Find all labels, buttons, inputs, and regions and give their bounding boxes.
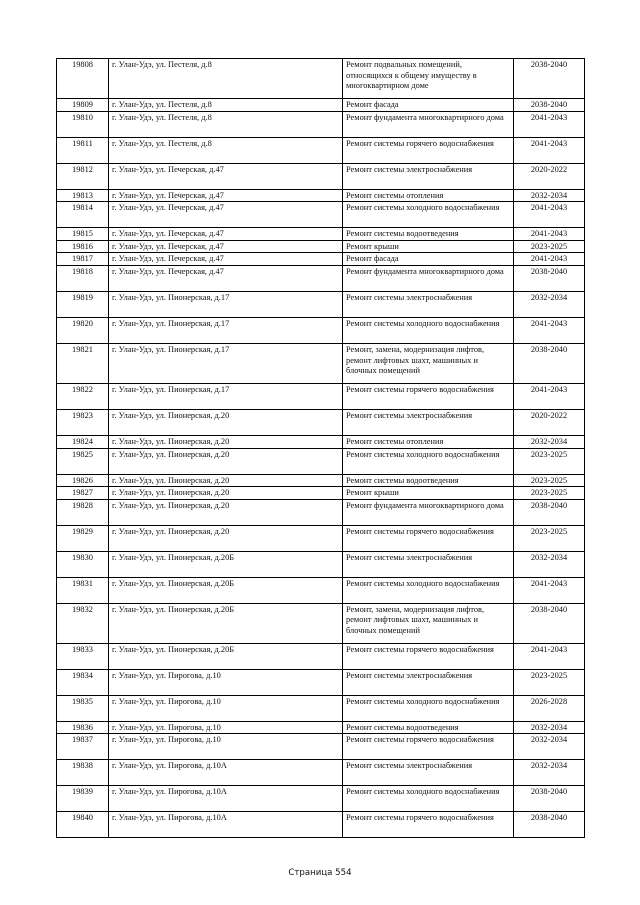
address-cell: г. Улан-Удэ, ул. Пирогова, д.10А — [109, 760, 343, 786]
record-number-cell: 19809 — [57, 99, 109, 112]
address-cell: г. Улан-Удэ, ул. Пирогова, д.10 — [109, 695, 343, 721]
record-number-cell: 19819 — [57, 291, 109, 317]
work-type-cell: Ремонт системы горячего водоснабжения — [343, 525, 514, 551]
address-cell: г. Улан-Удэ, ул. Пионерская, д.17 — [109, 383, 343, 409]
period-cell: 2041-2043 — [514, 202, 585, 228]
address-cell: г. Улан-Удэ, ул. Печерская, д.47 — [109, 253, 343, 266]
address-cell: г. Улан-Удэ, ул. Пестеля, д.8 — [109, 59, 343, 99]
address-cell: г. Улан-Удэ, ул. Пионерская, д.20Б — [109, 577, 343, 603]
table-row — [57, 525, 585, 551]
period-cell: 2023-2025 — [514, 474, 585, 487]
record-number-cell: 19808 — [57, 59, 109, 99]
work-type-cell: Ремонт крыши — [343, 487, 514, 500]
address-cell: г. Улан-Удэ, ул. Пионерская, д.17 — [109, 291, 343, 317]
work-type-cell: Ремонт системы водоотведения — [343, 474, 514, 487]
table-row — [57, 343, 585, 383]
record-number-cell: 19827 — [57, 487, 109, 500]
work-type-cell: Ремонт фундамента многоквартирного дома — [343, 499, 514, 525]
address-cell: г. Улан-Удэ, ул. Пионерская, д.20Б — [109, 643, 343, 669]
table-row — [57, 265, 585, 291]
table-row — [57, 734, 585, 760]
table-row — [57, 137, 585, 163]
work-type-cell: Ремонт системы электроснабжения — [343, 551, 514, 577]
period-cell: 2041-2043 — [514, 383, 585, 409]
work-type-cell: Ремонт системы отопления — [343, 189, 514, 202]
record-number-cell: 19814 — [57, 202, 109, 228]
period-cell: 2038-2040 — [514, 786, 585, 812]
address-cell: г. Улан-Удэ, ул. Пирогова, д.10 — [109, 721, 343, 734]
table-row — [57, 760, 585, 786]
address-cell: г. Улан-Удэ, ул. Печерская, д.47 — [109, 228, 343, 241]
address-cell: г. Улан-Удэ, ул. Пионерская, д.20 — [109, 474, 343, 487]
address-cell: г. Улан-Удэ, ул. Пионерская, д.20 — [109, 487, 343, 500]
period-cell: 2032-2034 — [514, 189, 585, 202]
period-cell: 2038-2040 — [514, 265, 585, 291]
period-cell: 2038-2040 — [514, 603, 585, 643]
work-type-cell: Ремонт системы холодного водоснабжения — [343, 577, 514, 603]
record-number-cell: 19829 — [57, 525, 109, 551]
record-number-cell: 19812 — [57, 163, 109, 189]
period-cell: 2023-2025 — [514, 240, 585, 253]
record-number-cell: 19834 — [57, 669, 109, 695]
record-number-cell: 19831 — [57, 577, 109, 603]
record-number-cell: 19818 — [57, 265, 109, 291]
record-number-cell: 19821 — [57, 343, 109, 383]
record-number-cell: 19823 — [57, 409, 109, 435]
table-row — [57, 163, 585, 189]
record-number-cell: 19826 — [57, 474, 109, 487]
record-number-cell: 19824 — [57, 435, 109, 448]
table-row — [57, 99, 585, 112]
work-type-cell: Ремонт, замена, модернизация лифтов, ремонт лифтовых шахт, машинных и блочных помещений — [343, 603, 514, 643]
record-number-cell: 19830 — [57, 551, 109, 577]
record-number-cell: 19832 — [57, 603, 109, 643]
record-number-cell: 19837 — [57, 734, 109, 760]
period-cell: 2020-2022 — [514, 163, 585, 189]
period-cell: 2041-2043 — [514, 317, 585, 343]
work-type-cell: Ремонт системы холодного водоснабжения — [343, 202, 514, 228]
table-row — [57, 435, 585, 448]
table-row — [57, 669, 585, 695]
work-type-cell: Ремонт, замена, модернизация лифтов, ремонт лифтовых шахт, машинных и блочных помещений — [343, 343, 514, 383]
period-cell: 2032-2034 — [514, 760, 585, 786]
work-type-cell: Ремонт системы электроснабжения — [343, 409, 514, 435]
address-cell: г. Улан-Удэ, ул. Пионерская, д.17 — [109, 343, 343, 383]
period-cell: 2038-2040 — [514, 59, 585, 99]
table-row — [57, 409, 585, 435]
work-type-cell: Ремонт системы горячего водоснабжения — [343, 643, 514, 669]
period-cell: 2023-2025 — [514, 448, 585, 474]
address-cell: г. Улан-Удэ, ул. Пионерская, д.17 — [109, 317, 343, 343]
address-cell: г. Улан-Удэ, ул. Пирогова, д.10 — [109, 669, 343, 695]
record-number-cell: 19813 — [57, 189, 109, 202]
work-type-cell: Ремонт системы горячего водоснабжения — [343, 734, 514, 760]
period-cell: 2032-2034 — [514, 291, 585, 317]
period-cell: 2041-2043 — [514, 137, 585, 163]
work-type-cell: Ремонт системы холодного водоснабжения — [343, 448, 514, 474]
work-type-cell: Ремонт фасада — [343, 253, 514, 266]
address-cell: г. Улан-Удэ, ул. Пестеля, д.8 — [109, 137, 343, 163]
table-row — [57, 291, 585, 317]
work-type-cell: Ремонт подвальных помещений, относящихся к общему имуществу в многоквартирном доме — [343, 59, 514, 99]
table-body — [57, 59, 585, 838]
repair-schedule-table — [56, 58, 585, 838]
table-row — [57, 253, 585, 266]
address-cell: г. Улан-Удэ, ул. Пионерская, д.20 — [109, 409, 343, 435]
table-row — [57, 721, 585, 734]
record-number-cell: 19810 — [57, 111, 109, 137]
address-cell: г. Улан-Удэ, ул. Пестеля, д.8 — [109, 99, 343, 112]
period-cell: 2032-2034 — [514, 435, 585, 448]
table-row — [57, 383, 585, 409]
table-row — [57, 59, 585, 99]
record-number-cell: 19825 — [57, 448, 109, 474]
period-cell: 2041-2043 — [514, 643, 585, 669]
address-cell: г. Улан-Удэ, ул. Пирогова, д.10А — [109, 786, 343, 812]
period-cell: 2038-2040 — [514, 812, 585, 838]
work-type-cell: Ремонт системы электроснабжения — [343, 163, 514, 189]
period-cell: 2038-2040 — [514, 343, 585, 383]
period-cell: 2023-2025 — [514, 669, 585, 695]
record-number-cell: 19820 — [57, 317, 109, 343]
work-type-cell: Ремонт крыши — [343, 240, 514, 253]
address-cell: г. Улан-Удэ, ул. Пионерская, д.20 — [109, 448, 343, 474]
address-cell: г. Улан-Удэ, ул. Печерская, д.47 — [109, 265, 343, 291]
table-row — [57, 786, 585, 812]
record-number-cell: 19817 — [57, 253, 109, 266]
work-type-cell: Ремонт фундамента многоквартирного дома — [343, 265, 514, 291]
table-row — [57, 474, 585, 487]
address-cell: г. Улан-Удэ, ул. Печерская, д.47 — [109, 163, 343, 189]
work-type-cell: Ремонт системы электроснабжения — [343, 291, 514, 317]
record-number-cell: 19838 — [57, 760, 109, 786]
table-row — [57, 695, 585, 721]
period-cell: 2041-2043 — [514, 577, 585, 603]
period-cell: 2038-2040 — [514, 99, 585, 112]
record-number-cell: 19816 — [57, 240, 109, 253]
work-type-cell: Ремонт системы отопления — [343, 435, 514, 448]
work-type-cell: Ремонт фасада — [343, 99, 514, 112]
period-cell: 2041-2043 — [514, 228, 585, 241]
table-row — [57, 448, 585, 474]
table-row — [57, 577, 585, 603]
work-type-cell: Ремонт системы горячего водоснабжения — [343, 383, 514, 409]
record-number-cell: 19833 — [57, 643, 109, 669]
page-number: Страница 554 — [288, 868, 352, 878]
record-number-cell: 19828 — [57, 499, 109, 525]
table-row — [57, 111, 585, 137]
period-cell: 2038-2040 — [514, 499, 585, 525]
work-type-cell: Ремонт системы холодного водоснабжения — [343, 317, 514, 343]
address-cell: г. Улан-Удэ, ул. Пирогова, д.10А — [109, 812, 343, 838]
work-type-cell: Ремонт фундамента многоквартирного дома — [343, 111, 514, 137]
period-cell: 2023-2025 — [514, 525, 585, 551]
period-cell: 2041-2043 — [514, 253, 585, 266]
work-type-cell: Ремонт системы электроснабжения — [343, 669, 514, 695]
table-row — [57, 189, 585, 202]
work-type-cell: Ремонт системы горячего водоснабжения — [343, 137, 514, 163]
address-cell: г. Улан-Удэ, ул. Пионерская, д.20Б — [109, 551, 343, 577]
record-number-cell: 19835 — [57, 695, 109, 721]
work-type-cell: Ремонт системы горячего водоснабжения — [343, 812, 514, 838]
record-number-cell: 19822 — [57, 383, 109, 409]
table-row — [57, 499, 585, 525]
table-row — [57, 643, 585, 669]
address-cell: г. Улан-Удэ, ул. Печерская, д.47 — [109, 240, 343, 253]
table-row — [57, 240, 585, 253]
work-type-cell: Ремонт системы водоотведения — [343, 721, 514, 734]
period-cell: 2032-2034 — [514, 734, 585, 760]
address-cell: г. Улан-Удэ, ул. Пионерская, д.20 — [109, 499, 343, 525]
period-cell: 2020-2022 — [514, 409, 585, 435]
period-cell: 2032-2034 — [514, 551, 585, 577]
table-row — [57, 202, 585, 228]
table-row — [57, 551, 585, 577]
record-number-cell: 19815 — [57, 228, 109, 241]
record-number-cell: 19836 — [57, 721, 109, 734]
period-cell: 2023-2025 — [514, 487, 585, 500]
table-row — [57, 603, 585, 643]
address-cell: г. Улан-Удэ, ул. Пирогова, д.10 — [109, 734, 343, 760]
work-type-cell: Ремонт системы водоотведения — [343, 228, 514, 241]
address-cell: г. Улан-Удэ, ул. Печерская, д.47 — [109, 202, 343, 228]
address-cell: г. Улан-Удэ, ул. Пионерская, д.20 — [109, 435, 343, 448]
period-cell: 2032-2034 — [514, 721, 585, 734]
address-cell: г. Улан-Удэ, ул. Пионерская, д.20 — [109, 525, 343, 551]
address-cell: г. Улан-Удэ, ул. Печерская, д.47 — [109, 189, 343, 202]
work-type-cell: Ремонт системы электроснабжения — [343, 760, 514, 786]
address-cell: г. Улан-Удэ, ул. Пестеля, д.8 — [109, 111, 343, 137]
table-row — [57, 487, 585, 500]
record-number-cell: 19811 — [57, 137, 109, 163]
record-number-cell: 19839 — [57, 786, 109, 812]
work-type-cell: Ремонт системы холодного водоснабжения — [343, 786, 514, 812]
table-row — [57, 317, 585, 343]
address-cell: г. Улан-Удэ, ул. Пионерская, д.20Б — [109, 603, 343, 643]
table-row — [57, 812, 585, 838]
period-cell: 2026-2028 — [514, 695, 585, 721]
record-number-cell: 19840 — [57, 812, 109, 838]
table-row — [57, 228, 585, 241]
period-cell: 2041-2043 — [514, 111, 585, 137]
work-type-cell: Ремонт системы холодного водоснабжения — [343, 695, 514, 721]
